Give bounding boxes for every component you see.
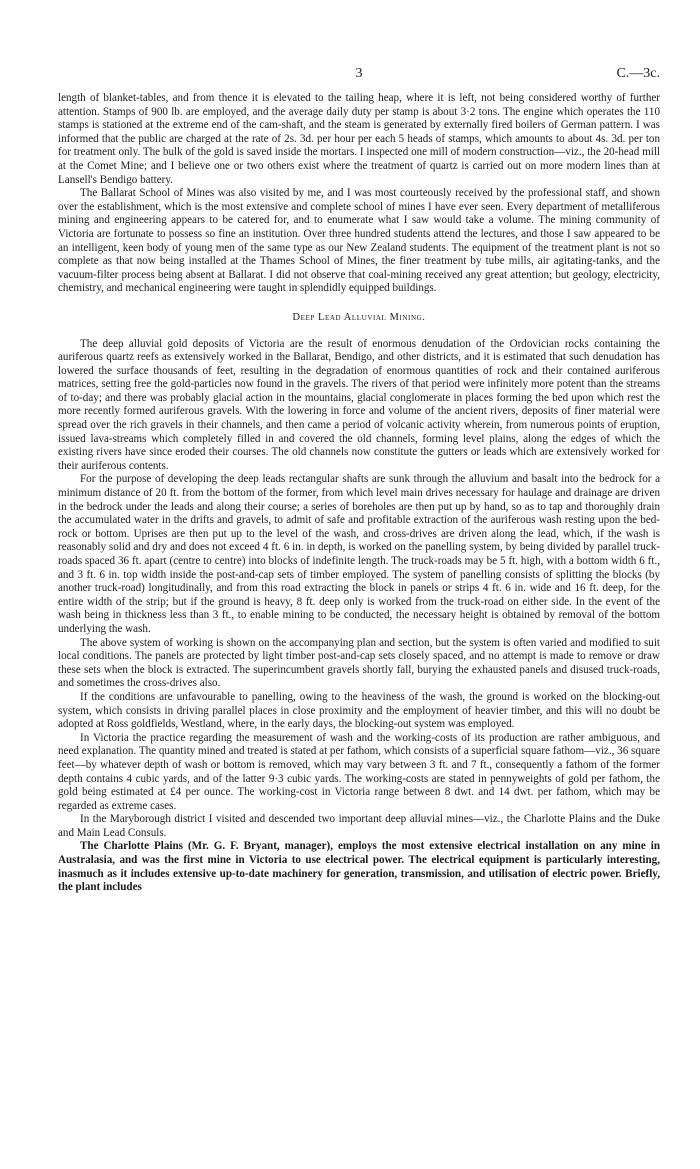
page-number: 3 bbox=[355, 66, 363, 81]
paragraph-stamping-battery: length of blanket-tables, and from thence it is elevated to the tailing heap, where it is left, not being considered worthy of further attention. Stamps of 900 lb. are employed, and the average daily duty per stamp is about 3·2 tons. The engine which operates the 110 stamps is stationed at the extreme end of the cam-shaft, and the steam is generated by externally fired boilers of German pattern. I was informed that the public are charged at the rate of 2s. 3d. per hour per each 5 heads of stamps, which amounts to about 4s. 3d. per ton for treatment only. The bulk of the gold is saved inside the mortars. I inspected one mill of modern construction—viz., the 20-head mill at the Comet Mine; and I believe one or two others exist where the treatment of quartz is carried out on more modern lines than at Lansell's Bendigo battery. bbox=[58, 92, 660, 186]
paragraph-deep-alluvial-origin: The deep alluvial gold deposits of Victoria are the result of enormous denudation of the Ordovician rocks containing the auriferous quartz reefs as extensively worked in the Ballarat, Bendigo, and other districts, and it is estimated that such denudation has lowered the surface thousands of feet, resulting in the degradation of enormous quantities of rock and their contained auriferous matrices, setting free the gold-particles now found in the gravels. The rivers of that period were infinitely more potent than the streams of to-day; and there was probably glacial action in the mountains, glacial conglomerate in places forming the bed upon which rest the more recently formed auriferous gravels. With the lowering in force and volume of the ancient rivers, deposits of finer material were spread over the rich gravels in their channels, and then came a period of volcanic activity wherein, from numerous points of eruption, issued lava-streams which completely filled in and covered the old channels, forming level plains, along the edges of which the existing rivers have since eroded their courses. The old channels now constitute the gutters or leads which are extensively worked for their auriferous contents. bbox=[58, 337, 660, 472]
document-reference: C.—3c. bbox=[616, 66, 660, 81]
document-page bbox=[58, 66, 660, 895]
paragraph-developing-deep-leads: For the purpose of developing the deep leads rectangular shafts are sunk through the alluvium and basalt into the bedrock for a minimum distance of 20 ft. from the bottom of the former, from which level main drives necessary for haulage and drainage are driven in the bedrock under the leads and along their course; a series of boreholes are then put up by hand, so as to tap and thoroughly drain the accumulated water in the drifts and gravels, to admit of safe and profitable extraction of the auriferous wash resting upon the bed-rock or bottom. Uprises are then put up to the level of the wash, and cross-drives are driven along the lead, which, if the wash is reasonably solid and dry and does not exceed 4 ft. 6 in. in depth, is worked on the panelling system, by being divided by parallel truck-roads spaced 36 ft. apart (centre to centre) into blocks of indefinite length. The truck-roads may be 5 ft. high, with a bottom width 6 ft., and 3 ft. 6 in. top width inside the post-and-cap sets of timber employed. The system of panelling consists of splitting the blocks (by another truck-road) longitudinally, and from this road extracting the block in panels or strips 4 ft. 6 in. wide and 16 ft. deep, for the entire width of the strip; but if the ground is heavy, 8 ft. deep only is worked from the truck-road on either side. In the event of the wash being in thickness less than 3 ft., to enable mining to be conducted, the necessary height is obtained by removal of the bottom underlying the wash. bbox=[58, 473, 660, 635]
paragraph-blocking-out: If the conditions are unfavourable to panelling, owing to the heaviness of the wash, the ground is worked on the blocking-out system, which consists in driving parallel places in close proximity and the employment of heavier timber, and this will no doubt be adopted at Ross goldfields, Westland, where, in the early days, the blocking-out system was employed. bbox=[58, 690, 660, 731]
paragraph-system-of-working: The above system of working is shown on the accompanying plan and section, but the system is often varied and modified to suit local conditions. The panels are protected by light timber post-and-cap sets closely spaced, and no attempt is made to remove or draw these sets when the block is extracted. The superincumbent gravels shortly fall, burying the exhausted panels and disused truck-roads, and sometimes the cross-drives also. bbox=[58, 636, 660, 690]
page-header bbox=[58, 66, 660, 92]
paragraph-measurement-costs: In Victoria the practice regarding the measurement of wash and the working-costs of its production are rather ambiguous, and need explanation. The quantity mined and treated is stated at per fathom, which consists of a superficial square fathom—viz., 36 square feet—by whatever depth of wash or bottom is removed, which may vary between 3 ft. and 7 ft., consequently a fathom of the former depth contains 4 cubic yards, and of the latter 9·3 cubic yards. The working-costs are stated in pennyweights of gold per fathom, the gold being estimated at £4 per ounce. The working-cost in Victoria range between 8 dwt. and 14 dwt. per fathom, which may be regarded as extreme cases. bbox=[58, 731, 660, 812]
paragraph-ballarat-school: The Ballarat School of Mines was also visited by me, and I was most courteously received by the professional staff, and shown over the establishment, which is the most extensive and complete school of mines I have ever seen. Every department of metalliferous mining and engineering appears to be catered for, and to enumerate what I saw would take a volume. The mining community of Victoria are fortunate to possess so fine an institution. Over three hundred students attend the lectures, and those I saw appeared to be an intelligent, keen body of young men of the same type as our New Zealand students. The equipment of the treatment plant is not so complete as that now being installed at the Thames School of Mines, the finer treatment by tube mills, air agitating-tanks, and the vacuum-filter process being absent at Ballarat. I did not observe that coal-mining received any great attention; but geology, electricity, chemistry, and mechanical engineering were taught in splendidly equipped buildings. bbox=[58, 187, 660, 295]
paragraph-charlotte-plains: The Charlotte Plains (Mr. G. F. Bryant, manager), employs the most extensive electrical installation on any mine in Australasia, and was the first mine in Victoria to use electrical power. The electrical equipment is particularly interesting, inasmuch as it includes extensive up-to-date machinery for generation, transmission, and utilisation of electric power. Briefly, the plant includes bbox=[58, 840, 660, 894]
section-heading: Deep Lead Alluvial Mining. bbox=[292, 311, 426, 323]
paragraph-maryborough-district: In the Maryborough district I visited and descended two important deep alluvial mines—viz., the Charlotte Plains and the Duke and Main Lead Consuls. bbox=[58, 813, 660, 839]
